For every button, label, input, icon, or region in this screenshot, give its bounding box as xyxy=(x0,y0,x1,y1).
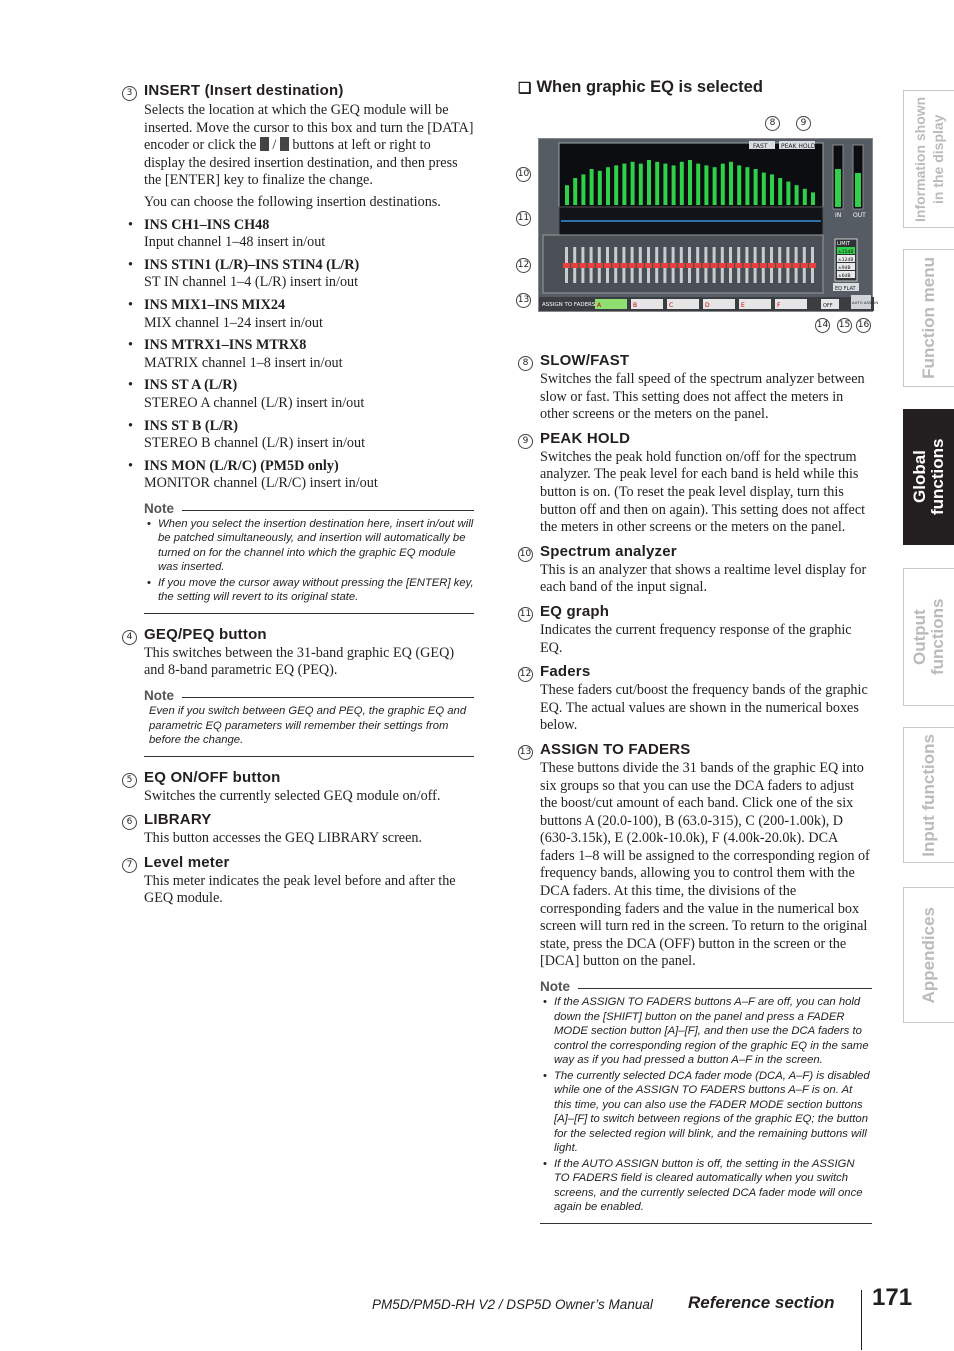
fader-knob xyxy=(735,263,742,268)
section-title: ASSIGN TO FADERS xyxy=(540,740,691,758)
callout-number: 14 xyxy=(815,318,830,333)
section-number: 6 xyxy=(122,815,137,830)
callout-number: 11 xyxy=(516,211,531,226)
section-eqon-heading xyxy=(122,769,474,788)
spectrum-bar xyxy=(704,165,708,205)
list-item: • INS MON (L/R/C) (PM5D only) MONITOR channel (L/R/C) insert in/out xyxy=(128,457,378,492)
fader-knob xyxy=(604,263,611,268)
section-insert-heading xyxy=(122,82,474,101)
paragraph: This switches between the 31-band graphic EQ (GEQ) and 8-band parametric EQ (PEQ). xyxy=(144,644,455,679)
list-item: • INS ST A (L/R) STEREO A channel (L/R) insert in/out xyxy=(128,377,365,411)
section-assign-heading xyxy=(518,741,872,760)
fader-knob xyxy=(719,263,726,268)
subsection-header xyxy=(518,78,872,97)
paragraph: Switches the fall speed of the spectrum analyzer between slow or fast. This setting does not affect the meters in other screens or the meters on the panel. xyxy=(540,371,865,423)
note-geqpeq xyxy=(144,688,474,757)
side-tab-label: Global functions xyxy=(910,438,947,516)
section-title: PEAK HOLD xyxy=(540,429,631,447)
assign-group-letter: C xyxy=(669,302,674,309)
paragraph: This button accesses the GEQ LIBRARY screen. xyxy=(144,830,423,847)
meter-out-label: OUT xyxy=(853,212,866,219)
fader-knob xyxy=(809,263,816,268)
section-number: 7 xyxy=(122,858,137,873)
fader-knob xyxy=(645,263,652,268)
limit-value: ±9dB xyxy=(838,266,851,271)
fader-knob xyxy=(776,263,783,268)
list-item: • INS CH1–INS CH48 Input channel 1–48 insert in/out xyxy=(128,216,326,251)
section-number: 8 xyxy=(518,356,533,371)
section-number: 12 xyxy=(518,667,533,682)
side-tab-6[interactable] xyxy=(903,887,954,1023)
side-tab-2[interactable] xyxy=(903,249,954,387)
section-title: SLOW/FAST xyxy=(540,352,630,369)
note-item: Even if you switch between GEQ and PEQ, the graphic EQ and parametric EQ parameters will remember their settings from before the change. xyxy=(149,705,467,747)
paragraph: This is an analyzer that shows a realtime level display for each band of the input signal. xyxy=(540,561,867,596)
spectrum-bar xyxy=(639,164,643,205)
paragraph: Selects the location at which the GEQ module will be inserted. Move the cursor to this box and turn the [DATA] encoder or click the / buttons at left or right to display the desired insertion destination, and then press the [ENTER] key to finalize the change. xyxy=(144,102,474,189)
side-tab-5[interactable] xyxy=(903,727,954,863)
section-faders-heading xyxy=(518,663,872,682)
insert-destination-list xyxy=(122,217,474,493)
assign-label: ASSIGN TO FADERS xyxy=(542,302,596,308)
spectrum-bar xyxy=(622,164,626,205)
section-geqpeq-heading xyxy=(122,626,474,645)
fader-knob xyxy=(579,263,586,268)
paragraph: These faders cut/boost the frequency bands of the graphic EQ. The actual values are shown in the numerical boxes below. xyxy=(540,682,868,734)
fader-knob xyxy=(801,263,808,268)
section-number: 10 xyxy=(518,547,533,562)
spectrum-bar xyxy=(590,169,594,205)
fader-knob xyxy=(620,263,627,268)
paragraph: This meter indicates the peak level before and after the GEQ module. xyxy=(144,872,456,907)
section-title: EQ ON/OFF button xyxy=(144,768,281,786)
spectrum-bar xyxy=(754,169,758,205)
section-number: 5 xyxy=(122,773,137,788)
callout-number: 13 xyxy=(516,293,531,308)
section-name: Reference section xyxy=(688,1293,835,1312)
section-title: EQ graph xyxy=(540,602,610,620)
note-item: • If the AUTO ASSIGN button is off, the setting in the ASSIGN TO FADERS field is cleared automatically when you switch screens, and the currently selected DCA fader mode will once again be enabled. xyxy=(543,1157,863,1214)
meter-in-label: IN xyxy=(835,212,842,219)
spectrum-bar xyxy=(680,162,684,205)
side-tab-1[interactable] xyxy=(903,90,954,228)
callout-number: 12 xyxy=(516,258,531,273)
assign-group-letter: B xyxy=(633,302,638,309)
note-label: Note xyxy=(144,500,174,516)
spectrum-bar xyxy=(786,182,790,205)
section-title: LIBRARY xyxy=(144,811,212,829)
paragraph: Indicates the current frequency response of the graphic EQ. xyxy=(540,621,852,656)
spectrum-bar xyxy=(631,162,635,205)
spectrum-bar xyxy=(713,167,717,205)
fader-knob xyxy=(571,263,578,268)
fader-knob xyxy=(653,263,660,268)
spectrum-bar xyxy=(598,171,602,205)
fader-knob xyxy=(743,263,750,268)
fader-knob xyxy=(694,263,701,268)
spectrum-bar xyxy=(573,178,577,205)
geq-screen-illustration xyxy=(538,138,879,312)
auto-assign-label: AUTO ASSIGN xyxy=(852,300,879,305)
section-title: INSERT (Insert destination) xyxy=(144,82,344,99)
limit-value: ±6dB xyxy=(838,274,851,279)
dca-off-label: OFF xyxy=(823,303,833,309)
fader-knob xyxy=(784,263,791,268)
fader-knob xyxy=(563,263,570,268)
fader-knob xyxy=(596,263,603,268)
list-item: • INS MIX1–INS MIX24 MIX channel 1–24 insert in/out xyxy=(128,296,323,331)
note-insert xyxy=(144,501,474,614)
spectrum-bar xyxy=(762,173,766,205)
note-item: • If you move the cursor away without pressing the [ENTER] key, the setting will revert to its original state. xyxy=(147,576,474,604)
spectrum-bar xyxy=(672,165,676,205)
side-tab-label: Function menu xyxy=(919,257,938,379)
slow-fast-label: FAST xyxy=(753,143,768,150)
paragraph: Switches the peak hold function on/off for the spectrum analyzer. The peak level for each band is held while this button is on. (To reset the peak level display, turn this button off and then on again). This setting does not affect the meters in other screens or the meters on the panel. xyxy=(540,448,866,536)
assign-group-letter: F xyxy=(777,302,781,309)
callout-number: 15 xyxy=(837,318,852,333)
limit-label: LIMIT xyxy=(837,241,851,247)
left-arrow-icon xyxy=(260,137,269,151)
peak-hold-label: PEAK HOLD xyxy=(781,143,816,150)
meter-in-level xyxy=(835,169,841,207)
right-column-text xyxy=(518,346,872,1224)
fader-knob xyxy=(760,263,767,268)
spectrum-bar xyxy=(581,174,585,205)
section-slow-heading xyxy=(518,352,872,371)
paragraph: You can choose the following insertion destinations. xyxy=(144,193,441,210)
left-column xyxy=(122,76,474,908)
fader-knob xyxy=(588,263,595,268)
side-tab-label: Appendices xyxy=(919,906,938,1004)
spectrum-bar xyxy=(655,162,659,205)
spectrum-bar xyxy=(811,192,815,205)
fader-knob xyxy=(637,263,644,268)
geq-screen-graphic xyxy=(539,139,879,313)
note-label: Note xyxy=(540,979,570,995)
spectrum-bar xyxy=(770,174,774,205)
spectrum-bar xyxy=(647,160,651,205)
section-number: 3 xyxy=(122,86,137,101)
assign-group-letter: E xyxy=(741,302,745,309)
callout-number: 16 xyxy=(856,318,871,333)
spectrum-bar xyxy=(778,178,782,205)
list-item: • INS ST B (L/R) STEREO B channel (L/R) insert in/out xyxy=(128,417,366,452)
assign-group-letter: D xyxy=(705,302,710,309)
fader-knob xyxy=(768,263,775,268)
subsection-title: When graphic EQ is selected xyxy=(536,78,763,96)
spectrum-bar xyxy=(663,164,667,205)
section-library-heading xyxy=(122,811,474,830)
fader-knob xyxy=(711,263,718,268)
note-item: • The currently selected DCA fader mode (DCA, A–F) is disabled while one of the ASSIGN TO FADERS buttons A–F is on. At this time, you can also use the FADER MODE section buttons [A]–[F] to switch between regions of the graphic EQ; the button for the selected region will blink, and the remaining buttons will light. xyxy=(543,1069,870,1155)
fader-knob xyxy=(702,263,709,268)
callout-number: 9 xyxy=(796,116,811,131)
note-item: • When you select the insertion destination here, insert in/out will be patched simultaneously, and insertion will automatically be turned on for the channel into which the graphic EQ module was inserted. xyxy=(147,517,474,574)
footer-divider xyxy=(861,1290,862,1350)
fader-knob xyxy=(629,263,636,268)
assign-group-letter: A xyxy=(597,302,602,309)
right-column xyxy=(518,76,872,97)
paragraph: These buttons divide the 31 bands of the graphic EQ into six groups so that you can use the DCA faders to adjust the boost/cut amount of each band. Click one of the six buttons A (20.0-100), B (63.0-315), C (200-1.00k), D (630-3.15k), E (2.00k-10.0k), F (4.00k-20.0k). DCA faders 1–8 will be assigned to the corresponding region of frequency bands, allowing you to control them with the DCA faders. At this time, the divisions of the corresponding faders and the value in the numerical box screen will turn red in the screen. To return to the original state, press the DCA (OFF) button in the screen or the [DCA] button on the panel. xyxy=(540,759,870,970)
list-item: • INS STIN1 (L/R)–INS STIN4 (L/R) ST IN channel 1–4 (L/R) insert in/out xyxy=(128,256,360,291)
section-level-heading xyxy=(122,854,474,873)
section-title: Level meter xyxy=(144,853,230,871)
section-title: Faders xyxy=(540,663,591,681)
fader-knob xyxy=(686,263,693,268)
fader-knob xyxy=(678,263,685,268)
side-tab-label: Input functions xyxy=(919,733,938,857)
note-assign xyxy=(540,979,872,1224)
side-tab-4[interactable] xyxy=(903,568,954,706)
meter-out-level xyxy=(855,173,861,207)
side-tab-label: Information shown in the display xyxy=(912,96,946,222)
limit-value: ±15dB xyxy=(838,250,854,255)
spectrum-bar xyxy=(795,185,799,205)
fader-knob xyxy=(727,263,734,268)
callout-number: 8 xyxy=(765,116,780,131)
eq-flat-label: EQ FLAT xyxy=(835,286,856,292)
note-item: • If the ASSIGN TO FADERS buttons A–F are off, you can hold down the [SHIFT] button on the panel and press a FADER MODE section button [A]–[F], and then use the DCA faders to control the corresponding region of the graphic EQ in the same way as if you had pressed a button A–F in the screen. xyxy=(543,996,869,1067)
spectrum-bar xyxy=(729,162,733,205)
paragraph: Switches the currently selected GEQ module on/off. xyxy=(144,787,441,804)
section-eqgraph-heading xyxy=(518,603,872,622)
spectrum-bar xyxy=(737,165,741,205)
section-peak-heading xyxy=(518,430,872,449)
spectrum-bar xyxy=(745,167,749,205)
page-footer xyxy=(0,1284,954,1330)
callout-number: 10 xyxy=(516,167,531,182)
fader-knob xyxy=(612,263,619,268)
section-number: 9 xyxy=(518,434,533,449)
spectrum-bar xyxy=(606,167,610,205)
spectrum-bar xyxy=(614,165,618,205)
fader-knob xyxy=(670,263,677,268)
right-arrow-icon xyxy=(280,137,289,151)
spectrum-bar xyxy=(565,185,569,205)
list-item: • INS MTRX1–INS MTRX8 MATRIX channel 1–8 insert in/out xyxy=(128,337,343,371)
section-number: 4 xyxy=(122,630,137,645)
spectrum-bar xyxy=(721,164,725,205)
spectrum-bar xyxy=(696,164,700,205)
side-tab-3[interactable] xyxy=(903,409,954,545)
manual-title: PM5D/PM5D-RH V2 / DSP5D Owner’s Manual xyxy=(372,1297,653,1312)
section-number: 11 xyxy=(518,607,533,622)
section-number: 13 xyxy=(518,745,533,760)
note-label: Note xyxy=(144,688,174,704)
fader-knob xyxy=(793,263,800,268)
page-number: 171 xyxy=(872,1284,913,1311)
spectrum-bar xyxy=(803,189,807,205)
section-title: Spectrum analyzer xyxy=(540,542,677,560)
spectrum-bar xyxy=(688,160,692,205)
section-spectrum-heading xyxy=(518,543,872,562)
section-title: GEQ/PEQ button xyxy=(144,625,267,643)
limit-value: ±12dB xyxy=(838,258,854,263)
checkbox-square-icon: ❏ xyxy=(518,79,532,97)
fader-knob xyxy=(661,263,668,268)
side-tab-label: Output functions xyxy=(910,598,947,676)
section-insert-body xyxy=(144,102,474,212)
fader-knob xyxy=(752,263,759,268)
